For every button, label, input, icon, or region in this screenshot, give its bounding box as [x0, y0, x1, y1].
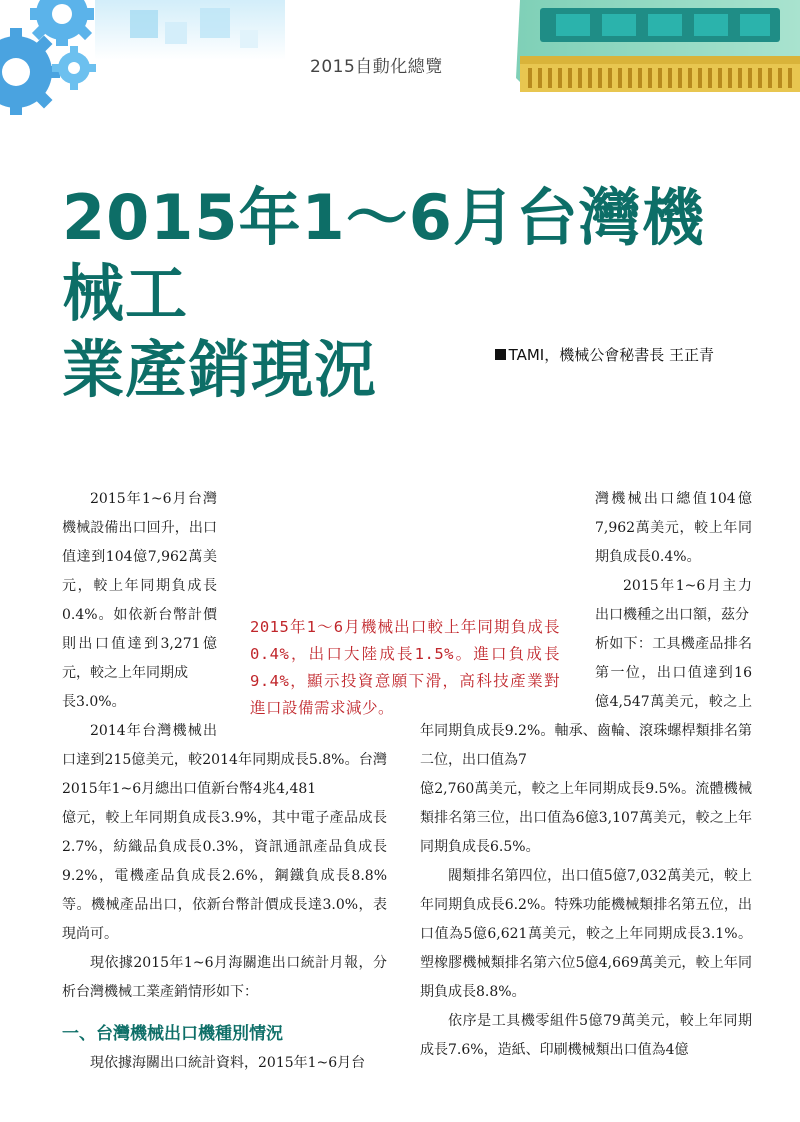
- right-column: [420, 485, 752, 1065]
- paragraph-text: 析如下：工具機產品排名第一位，出口值達到16億4,547萬美元，較之上年同期負成長9.2%。軸承、齒輪、滾珠螺桿類排名第二位，出口值為7: [420, 636, 752, 768]
- title-line-2: 業產銷現況: [62, 333, 378, 406]
- gear-icon: [30, 0, 94, 46]
- byline-square-icon: [495, 349, 506, 360]
- paragraph: 現依據海關出口統計資料，2015年1~6月台: [90, 1055, 366, 1071]
- paragraph: 現依據2015年1~6月海關進出口統計月報，分析台灣機械工業產銷情形如下：: [62, 955, 387, 1000]
- article-title: [62, 180, 762, 408]
- byline-text: TAMI，機械公會秘書長 王正青: [508, 346, 714, 364]
- paragraph-text: 2015年1~6月台灣機械設備出口回升，出口值達到104億7,962萬美元，較上年同期負成長0.4%。如依新台幣計價則出口值達到3,271億元，較之上年同期成: [62, 491, 217, 681]
- paragraph: 億2,760萬美元，較之上年同期成長9.5%。流體機械類排名第三位，出口值為6億3,107萬美元，較之上年同期負成長6.5%。: [420, 781, 752, 855]
- circuit-board-icon: [516, 0, 800, 92]
- paragraph: 億元，較上年同期負成長3.9%，其中電子產品成長2.7%，紡織品負成長0.3%，資訊通訊產品負成長9.2%，電機產品負成長2.6%，鋼鐵負成長8.8%等。機械產品出口，依新台幣計價成長達3.0%，表現尚可。: [62, 810, 387, 942]
- paragraph: 灣機械出口總值104億7,962萬美元，較上年同期負成長0.4%。: [595, 491, 752, 565]
- section-heading: 一、台灣機械出口機種別情況: [62, 1024, 283, 1044]
- paragraph-text: 2014年台灣機械出口達到215億美元，較2014年同期成長5.8%。台灣2015年1~6月總出口值新台幣4兆4,481: [62, 723, 387, 797]
- title-line-1: 2015年1～6月台灣機械工: [62, 181, 705, 330]
- paragraph: 依序是工具機零組件5億79萬美元，較上年同期成長7.6%，造紙、印刷機械類出口值為4億: [420, 1013, 752, 1058]
- running-header: 2015自動化總覽: [310, 57, 443, 77]
- byline: [495, 344, 714, 365]
- paragraph: 2015年1~6月主力出口機種之出口額，茲分: [595, 578, 752, 623]
- paragraph: 閥類排名第四位，出口值5億7,032萬美元，較上年同期負成長6.2%。特殊功能機械類排名第五位，出口值為5億6,621萬美元，較之上年同期成長3.1%。塑橡膠機械類排名第六位5億4,669萬美元，較上年同期負成長8.8%。: [420, 868, 752, 1000]
- paragraph: 長3.0%。: [62, 694, 126, 710]
- pull-quote: 2015年1～6月機械出口較上年同期負成長0.4%，出口大陸成長1.5%。進口負成長9.4%，顯示投資意願下滑，高科技產業對進口設備需求減少。: [250, 618, 560, 717]
- left-column: [62, 485, 387, 1078]
